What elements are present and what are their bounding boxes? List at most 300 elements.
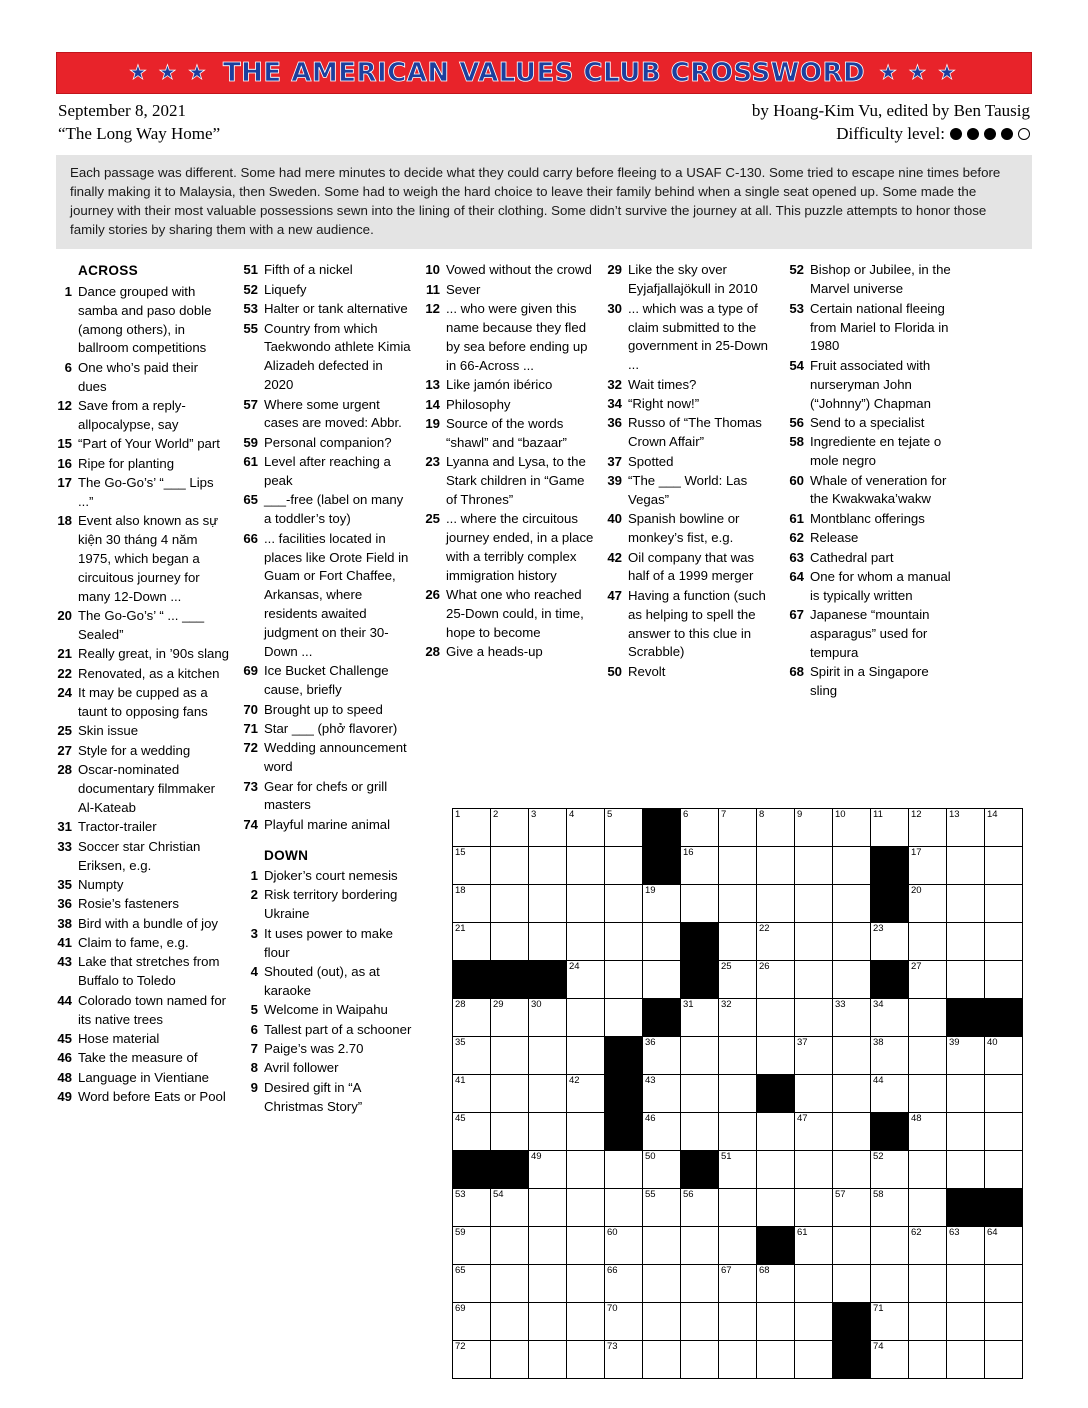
grid-cell[interactable] bbox=[453, 1227, 491, 1265]
grid-cell[interactable] bbox=[833, 1265, 871, 1303]
grid-cell[interactable] bbox=[681, 1037, 719, 1075]
grid-cell[interactable] bbox=[795, 1113, 833, 1151]
grid-cell[interactable] bbox=[795, 1189, 833, 1227]
grid-cell[interactable] bbox=[491, 999, 529, 1037]
clue-item[interactable] bbox=[424, 376, 594, 395]
clue-text: Rosie’s fasteners bbox=[78, 896, 179, 912]
clue-item[interactable] bbox=[424, 643, 594, 662]
clue-item[interactable] bbox=[56, 607, 230, 645]
grid-cell[interactable] bbox=[947, 1075, 985, 1113]
grid-cell[interactable] bbox=[871, 1189, 909, 1227]
grid-cell[interactable] bbox=[833, 1189, 871, 1227]
grid-cell[interactable] bbox=[833, 923, 871, 961]
grid-cell[interactable] bbox=[643, 1075, 681, 1113]
clue-item[interactable] bbox=[606, 549, 776, 587]
grid-cell[interactable] bbox=[795, 1037, 833, 1075]
grid-cell[interactable] bbox=[605, 1189, 643, 1227]
grid-cell[interactable] bbox=[681, 1189, 719, 1227]
grid-cell[interactable] bbox=[567, 1265, 605, 1303]
grid-cell[interactable] bbox=[871, 1075, 909, 1113]
clue-text: Paige’s was 2.70 bbox=[264, 1040, 364, 1056]
grid-cell[interactable] bbox=[567, 1227, 605, 1265]
clue-item[interactable] bbox=[56, 283, 230, 359]
grid-cell[interactable] bbox=[681, 885, 719, 923]
clue-item[interactable] bbox=[788, 549, 958, 568]
grid-cell[interactable] bbox=[871, 999, 909, 1037]
grid-cell[interactable] bbox=[947, 1151, 985, 1189]
clue-item[interactable] bbox=[788, 568, 958, 606]
grid-cell[interactable] bbox=[909, 885, 947, 923]
grid-cell[interactable] bbox=[795, 809, 833, 847]
clue-item[interactable] bbox=[56, 761, 230, 818]
grid-cell[interactable] bbox=[909, 847, 947, 885]
grid-cell[interactable] bbox=[985, 1303, 1023, 1341]
grid-cell[interactable] bbox=[567, 809, 605, 847]
grid-cell[interactable] bbox=[567, 885, 605, 923]
grid-cell[interactable] bbox=[529, 923, 567, 961]
clue-number: 54 bbox=[789, 357, 804, 373]
grid-cell[interactable] bbox=[757, 809, 795, 847]
grid-cell[interactable] bbox=[491, 1075, 529, 1113]
clue-number: 29 bbox=[607, 262, 622, 278]
grid-cell[interactable] bbox=[643, 1113, 681, 1151]
grid-cell[interactable] bbox=[909, 999, 947, 1037]
clue-item[interactable] bbox=[424, 586, 594, 643]
grid-cell[interactable] bbox=[491, 1037, 529, 1075]
grid-cell[interactable] bbox=[795, 961, 833, 999]
clue-item[interactable] bbox=[788, 529, 958, 548]
grid-cell[interactable] bbox=[909, 1189, 947, 1227]
grid-cell[interactable] bbox=[643, 961, 681, 999]
clue-item[interactable] bbox=[606, 472, 776, 510]
grid-cell[interactable] bbox=[833, 1037, 871, 1075]
grid-cell[interactable] bbox=[757, 1037, 795, 1075]
grid-cell[interactable] bbox=[757, 1265, 795, 1303]
grid-cell[interactable] bbox=[985, 1037, 1023, 1075]
clue-item[interactable] bbox=[242, 453, 412, 491]
grid-cell[interactable] bbox=[643, 1303, 681, 1341]
clue-column-2 bbox=[242, 261, 424, 1117]
clue-item[interactable] bbox=[242, 281, 412, 300]
clue-number: 12 bbox=[57, 398, 72, 414]
grid-cell[interactable] bbox=[909, 1227, 947, 1265]
clue-item[interactable] bbox=[242, 701, 412, 720]
grid-cell[interactable] bbox=[871, 1151, 909, 1189]
grid-cell[interactable] bbox=[947, 1113, 985, 1151]
grid-cell[interactable] bbox=[643, 923, 681, 961]
grid-cell[interactable] bbox=[795, 1341, 833, 1379]
grid-cell[interactable] bbox=[681, 1227, 719, 1265]
clue-item[interactable] bbox=[242, 662, 412, 700]
grid-cell[interactable] bbox=[605, 1151, 643, 1189]
grid-cell[interactable] bbox=[795, 999, 833, 1037]
grid-cell[interactable] bbox=[681, 1113, 719, 1151]
grid-cell[interactable] bbox=[719, 1265, 757, 1303]
clue-item[interactable] bbox=[606, 510, 776, 548]
clue-item[interactable] bbox=[424, 510, 594, 586]
clue-item[interactable] bbox=[242, 1021, 412, 1040]
grid-cell[interactable] bbox=[567, 1303, 605, 1341]
grid-cell[interactable] bbox=[909, 1341, 947, 1379]
grid-cell[interactable] bbox=[833, 809, 871, 847]
clue-item[interactable] bbox=[788, 261, 958, 299]
grid-cell[interactable] bbox=[681, 809, 719, 847]
grid-cell[interactable] bbox=[453, 809, 491, 847]
grid-cell[interactable] bbox=[719, 1303, 757, 1341]
clue-item[interactable] bbox=[56, 934, 230, 953]
grid-cell[interactable] bbox=[757, 885, 795, 923]
clue-item[interactable] bbox=[242, 300, 412, 319]
grid-cell[interactable] bbox=[529, 1113, 567, 1151]
clue-item[interactable] bbox=[788, 414, 958, 433]
grid-cell[interactable] bbox=[947, 1341, 985, 1379]
grid-cell[interactable] bbox=[833, 885, 871, 923]
grid-cell[interactable] bbox=[985, 847, 1023, 885]
clue-item[interactable] bbox=[56, 1088, 230, 1107]
grid-cell[interactable] bbox=[985, 1341, 1023, 1379]
clue-item[interactable] bbox=[56, 1069, 230, 1088]
grid-cell[interactable] bbox=[529, 1075, 567, 1113]
clue-item[interactable] bbox=[242, 963, 412, 1001]
grid-cell[interactable] bbox=[529, 885, 567, 923]
grid-cell[interactable] bbox=[605, 999, 643, 1037]
clue-number: 28 bbox=[425, 644, 440, 660]
grid-cell[interactable] bbox=[567, 999, 605, 1037]
grid-cell[interactable] bbox=[719, 809, 757, 847]
grid-cell[interactable] bbox=[909, 1303, 947, 1341]
clue-item[interactable] bbox=[242, 261, 412, 280]
grid-cell[interactable] bbox=[605, 923, 643, 961]
grid-cell[interactable] bbox=[491, 1265, 529, 1303]
grid-cell[interactable] bbox=[985, 1265, 1023, 1303]
grid-cell[interactable] bbox=[491, 1113, 529, 1151]
grid-cell[interactable] bbox=[985, 1227, 1023, 1265]
grid-cell[interactable] bbox=[833, 1113, 871, 1151]
grid-cell[interactable] bbox=[757, 847, 795, 885]
clue-item[interactable] bbox=[606, 300, 776, 376]
grid-cell[interactable] bbox=[605, 961, 643, 999]
clue-item[interactable] bbox=[788, 472, 958, 510]
grid-cell[interactable] bbox=[681, 1341, 719, 1379]
grid-cell[interactable] bbox=[795, 1265, 833, 1303]
grid-cell[interactable] bbox=[871, 923, 909, 961]
grid-cell[interactable] bbox=[871, 1227, 909, 1265]
grid-cell[interactable] bbox=[567, 1341, 605, 1379]
grid-cell[interactable] bbox=[529, 847, 567, 885]
clue-item[interactable] bbox=[56, 953, 230, 991]
grid-cell[interactable] bbox=[833, 961, 871, 999]
grid-cell[interactable] bbox=[453, 999, 491, 1037]
grid-cell-black bbox=[757, 1075, 795, 1113]
grid-cell[interactable] bbox=[453, 1037, 491, 1075]
clue-item[interactable] bbox=[606, 453, 776, 472]
grid-cell[interactable] bbox=[643, 1341, 681, 1379]
grid-cell[interactable] bbox=[567, 1189, 605, 1227]
across-clue-list-2 bbox=[242, 261, 412, 834]
grid-cell[interactable] bbox=[605, 1265, 643, 1303]
grid-cell[interactable] bbox=[795, 847, 833, 885]
grid-cell[interactable] bbox=[529, 809, 567, 847]
clue-item[interactable] bbox=[788, 300, 958, 357]
grid-cell[interactable] bbox=[567, 1113, 605, 1151]
grid-cell[interactable] bbox=[719, 1227, 757, 1265]
grid-cell[interactable] bbox=[947, 923, 985, 961]
grid-cell[interactable] bbox=[643, 1189, 681, 1227]
clue-item[interactable] bbox=[56, 838, 230, 876]
grid-cell[interactable] bbox=[605, 1227, 643, 1265]
grid-cell[interactable] bbox=[909, 1113, 947, 1151]
grid-cell[interactable] bbox=[757, 1341, 795, 1379]
grid-cell-number: 70 bbox=[607, 1303, 618, 1314]
clue-item[interactable] bbox=[56, 992, 230, 1030]
grid-cell[interactable] bbox=[681, 999, 719, 1037]
clue-item[interactable] bbox=[56, 665, 230, 684]
grid-cell[interactable] bbox=[567, 847, 605, 885]
grid-cell[interactable] bbox=[757, 923, 795, 961]
grid-cell[interactable] bbox=[871, 1265, 909, 1303]
grid-cell[interactable] bbox=[567, 1075, 605, 1113]
clue-item[interactable] bbox=[424, 415, 594, 453]
grid-cell[interactable] bbox=[719, 923, 757, 961]
clue-item[interactable] bbox=[56, 435, 230, 454]
crossword-grid[interactable] bbox=[452, 808, 1023, 1379]
grid-cell[interactable] bbox=[719, 847, 757, 885]
clue-item[interactable] bbox=[56, 742, 230, 761]
clue-item[interactable] bbox=[788, 357, 958, 414]
grid-cell[interactable] bbox=[909, 809, 947, 847]
clue-item[interactable] bbox=[56, 474, 230, 512]
grid-cell[interactable] bbox=[681, 847, 719, 885]
grid-cell[interactable] bbox=[719, 1113, 757, 1151]
grid-cell[interactable] bbox=[491, 809, 529, 847]
grid-cell[interactable] bbox=[757, 1189, 795, 1227]
grid-cell-black bbox=[529, 961, 567, 999]
grid-cell[interactable] bbox=[947, 847, 985, 885]
grid-cell[interactable] bbox=[491, 1227, 529, 1265]
grid-cell[interactable] bbox=[605, 847, 643, 885]
grid-cell[interactable] bbox=[909, 961, 947, 999]
grid-cell[interactable] bbox=[453, 847, 491, 885]
grid-cell[interactable] bbox=[795, 1075, 833, 1113]
grid-cell[interactable] bbox=[757, 1303, 795, 1341]
clue-item[interactable] bbox=[242, 867, 412, 886]
grid-cell[interactable] bbox=[909, 1037, 947, 1075]
grid-cell[interactable] bbox=[529, 1151, 567, 1189]
grid-cell[interactable] bbox=[795, 1227, 833, 1265]
grid-cell[interactable] bbox=[757, 961, 795, 999]
grid-cell[interactable] bbox=[529, 1303, 567, 1341]
grid-cell[interactable] bbox=[757, 999, 795, 1037]
grid-cell[interactable] bbox=[795, 1151, 833, 1189]
grid-cell[interactable] bbox=[453, 1189, 491, 1227]
clue-number: 12 bbox=[425, 301, 440, 317]
grid-cell[interactable] bbox=[833, 847, 871, 885]
clue-item[interactable] bbox=[424, 261, 594, 280]
clue-item[interactable] bbox=[56, 1049, 230, 1068]
grid-cell[interactable] bbox=[643, 1037, 681, 1075]
grid-cell[interactable] bbox=[681, 1075, 719, 1113]
grid-cell[interactable] bbox=[909, 1151, 947, 1189]
grid-cell[interactable] bbox=[605, 809, 643, 847]
clue-item[interactable] bbox=[424, 281, 594, 300]
grid-cell[interactable] bbox=[529, 1265, 567, 1303]
grid-cell[interactable] bbox=[871, 809, 909, 847]
clue-item[interactable] bbox=[424, 396, 594, 415]
grid-cell[interactable] bbox=[491, 885, 529, 923]
grid-cell[interactable] bbox=[947, 1265, 985, 1303]
clue-item[interactable] bbox=[788, 606, 958, 663]
grid-cell[interactable] bbox=[795, 923, 833, 961]
clue-item[interactable] bbox=[606, 261, 776, 299]
clue-item[interactable] bbox=[242, 925, 412, 963]
clue-item[interactable] bbox=[56, 1030, 230, 1049]
grid-cell[interactable] bbox=[985, 923, 1023, 961]
clue-item[interactable] bbox=[424, 300, 594, 376]
grid-cell[interactable] bbox=[909, 1265, 947, 1303]
clue-item[interactable] bbox=[242, 816, 412, 835]
grid-cell-number: 64 bbox=[987, 1227, 998, 1238]
clue-item[interactable] bbox=[424, 453, 594, 510]
grid-cell-black bbox=[871, 885, 909, 923]
grid-cell[interactable] bbox=[491, 847, 529, 885]
grid-cell[interactable] bbox=[909, 923, 947, 961]
grid-cell[interactable] bbox=[681, 1303, 719, 1341]
grid-cell[interactable] bbox=[529, 1227, 567, 1265]
grid-cell[interactable] bbox=[529, 1341, 567, 1379]
clue-item[interactable] bbox=[56, 455, 230, 474]
grid-cell[interactable] bbox=[643, 885, 681, 923]
grid-cell[interactable] bbox=[643, 1151, 681, 1189]
grid-cell[interactable] bbox=[491, 923, 529, 961]
clue-item[interactable] bbox=[242, 778, 412, 816]
grid-cell[interactable] bbox=[719, 1037, 757, 1075]
clue-item[interactable] bbox=[606, 414, 776, 452]
clue-item[interactable] bbox=[242, 1040, 412, 1059]
clue-item[interactable] bbox=[242, 1001, 412, 1020]
grid-cell[interactable] bbox=[719, 885, 757, 923]
clue-item[interactable] bbox=[242, 491, 412, 529]
grid-cell[interactable] bbox=[833, 1075, 871, 1113]
clue-item[interactable] bbox=[56, 359, 230, 397]
grid-cell[interactable] bbox=[719, 999, 757, 1037]
grid-cell[interactable] bbox=[567, 961, 605, 999]
grid-cell[interactable] bbox=[453, 923, 491, 961]
grid-cell[interactable] bbox=[985, 961, 1023, 999]
clue-item[interactable] bbox=[242, 434, 412, 453]
grid-cell[interactable] bbox=[795, 1303, 833, 1341]
grid-cell[interactable] bbox=[491, 1303, 529, 1341]
grid-cell[interactable] bbox=[453, 885, 491, 923]
grid-cell[interactable] bbox=[871, 1303, 909, 1341]
clue-item[interactable] bbox=[242, 720, 412, 739]
clue-item[interactable] bbox=[56, 876, 230, 895]
clue-item[interactable] bbox=[56, 645, 230, 664]
clue-item[interactable] bbox=[788, 510, 958, 529]
clue-item[interactable] bbox=[56, 818, 230, 837]
grid-cell[interactable] bbox=[453, 1303, 491, 1341]
grid-cell[interactable] bbox=[719, 1075, 757, 1113]
grid-cell[interactable] bbox=[985, 1113, 1023, 1151]
grid-cell[interactable] bbox=[947, 809, 985, 847]
grid-cell[interactable] bbox=[567, 923, 605, 961]
grid-cell[interactable] bbox=[529, 999, 567, 1037]
grid-cell[interactable] bbox=[643, 1227, 681, 1265]
clue-item[interactable] bbox=[606, 395, 776, 414]
clue-item[interactable] bbox=[242, 1059, 412, 1078]
clue-item[interactable] bbox=[56, 684, 230, 722]
clue-item[interactable] bbox=[242, 886, 412, 924]
grid-cell[interactable] bbox=[985, 1075, 1023, 1113]
grid-cell[interactable] bbox=[529, 1189, 567, 1227]
grid-cell[interactable] bbox=[947, 961, 985, 999]
grid-cell[interactable] bbox=[491, 1341, 529, 1379]
grid-cell[interactable] bbox=[985, 1151, 1023, 1189]
grid-cell[interactable] bbox=[605, 1341, 643, 1379]
grid-cell[interactable] bbox=[453, 1075, 491, 1113]
grid-cell[interactable] bbox=[681, 1265, 719, 1303]
grid-cell[interactable] bbox=[719, 1341, 757, 1379]
clue-item[interactable] bbox=[56, 915, 230, 934]
grid-cell[interactable] bbox=[491, 1189, 529, 1227]
grid-cell[interactable] bbox=[871, 1037, 909, 1075]
grid-cell[interactable] bbox=[947, 1303, 985, 1341]
clue-item[interactable] bbox=[788, 663, 958, 701]
clue-item[interactable] bbox=[606, 663, 776, 682]
grid-cell[interactable] bbox=[757, 1151, 795, 1189]
clue-item[interactable] bbox=[56, 722, 230, 741]
grid-cell[interactable] bbox=[453, 1113, 491, 1151]
grid-cell[interactable] bbox=[985, 885, 1023, 923]
clue-item[interactable] bbox=[242, 1079, 412, 1117]
grid-cell[interactable] bbox=[833, 999, 871, 1037]
grid-cell[interactable] bbox=[985, 809, 1023, 847]
clue-item[interactable] bbox=[606, 376, 776, 395]
clue-text: Lake that stretches from Buffalo to Toledo bbox=[78, 954, 220, 989]
grid-cell[interactable] bbox=[719, 1151, 757, 1189]
grid-cell[interactable] bbox=[453, 1341, 491, 1379]
grid-cell[interactable] bbox=[947, 1227, 985, 1265]
grid-cell[interactable] bbox=[453, 1265, 491, 1303]
grid-cell[interactable] bbox=[719, 961, 757, 999]
grid-cell[interactable] bbox=[567, 1151, 605, 1189]
grid-cell[interactable] bbox=[833, 1151, 871, 1189]
grid-cell[interactable] bbox=[795, 885, 833, 923]
clue-item[interactable] bbox=[788, 433, 958, 471]
grid-cell[interactable] bbox=[605, 885, 643, 923]
clue-item[interactable] bbox=[242, 739, 412, 777]
grid-cell[interactable] bbox=[567, 1037, 605, 1075]
grid-cell[interactable] bbox=[643, 1265, 681, 1303]
grid-cell-number: 47 bbox=[797, 1113, 808, 1124]
clue-item[interactable] bbox=[242, 530, 412, 662]
clue-item[interactable] bbox=[56, 397, 230, 435]
grid-cell[interactable] bbox=[833, 1227, 871, 1265]
grid-cell[interactable] bbox=[909, 1075, 947, 1113]
grid-cell[interactable] bbox=[871, 1341, 909, 1379]
clue-item[interactable] bbox=[606, 587, 776, 663]
clue-item[interactable] bbox=[56, 512, 230, 606]
clue-item[interactable] bbox=[242, 396, 412, 434]
clue-item[interactable] bbox=[242, 320, 412, 396]
grid-cell[interactable] bbox=[947, 885, 985, 923]
grid-cell[interactable] bbox=[719, 1189, 757, 1227]
clue-item[interactable] bbox=[56, 895, 230, 914]
grid-cell[interactable] bbox=[947, 1037, 985, 1075]
grid-cell[interactable] bbox=[529, 1037, 567, 1075]
grid-cell[interactable] bbox=[757, 1113, 795, 1151]
grid-cell-number: 24 bbox=[569, 961, 580, 972]
grid-cell[interactable] bbox=[605, 1303, 643, 1341]
